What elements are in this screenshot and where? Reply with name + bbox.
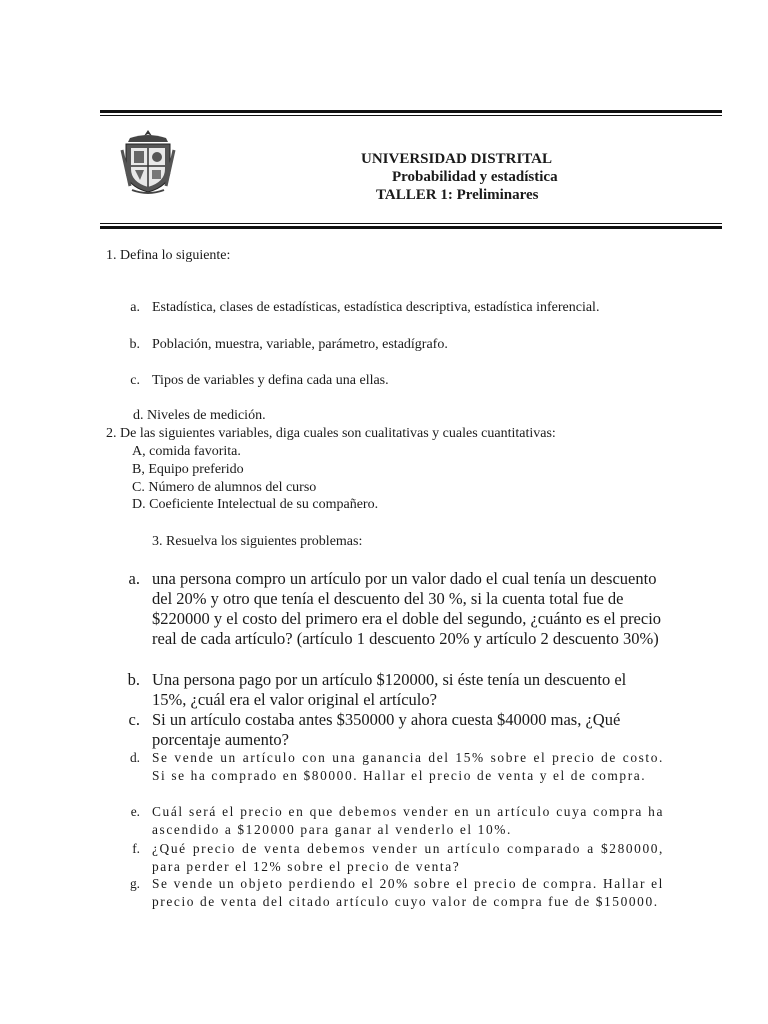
q3-item-a-text: una persona compro un artículo por un valor dado el cual tenía un descuento del 20% y otro que tenía el descuento del 30 %, si la cuenta total fue de $220000 y el costo del primero era el doble del segundo, ¿cuánto es el precio real de cada artículo? (artículo 1 descuento 20% y artículo 2 descuento 30%) <box>152 569 662 648</box>
workshop-title: TALLER 1: Preliminares <box>376 187 539 203</box>
q2-title: 2. De las siguientes variables, diga cuales son cualitativas y cuales cuantitativas: <box>106 426 556 441</box>
q1-item-a-marker: a. <box>130 300 140 315</box>
header-bottom-rule-thick <box>100 226 722 229</box>
q3-item-c-marker: c. <box>128 710 140 729</box>
q3-item-f-marker: f. <box>132 841 140 856</box>
q3-item-e-text: Cuál será el precio en que debemos vender en un artículo cuya compra ha ascendido a $120000 para ganar al venderlo el 10%. <box>152 804 664 837</box>
q2-item-d: D. Coeficiente Intelectual de su compañero. <box>132 497 379 512</box>
header-top-rule-thick <box>100 110 722 113</box>
q3-item-b-marker: b. <box>127 670 140 689</box>
q3-item-b-text: Una persona pago por un artículo $120000, si éste tenía un descuento el 15%, ¿cuál era el valor original el artículo? <box>152 670 627 709</box>
q1-item-d: d. Niveles de medición. <box>133 408 266 423</box>
q3-item-g-text: Se vende un objeto perdiendo el 20% sobre el precio de compra. Hallar el precio de venta del citado artículo cuyo valor de compra fue de $150000. <box>152 876 664 909</box>
q2-item-c: C. Número de alumnos del curso <box>132 480 317 495</box>
q3-item-f-text: ¿Qué precio de venta debemos vender un artículo comparado a $280000, para perder el 12% sobre el precio de venta? <box>152 841 664 874</box>
q3-item-d-marker: d. <box>129 750 140 765</box>
header-bottom-rule-thin <box>100 223 722 224</box>
q3-item-g-marker: g. <box>129 876 140 891</box>
q2-item-b: B, Equipo preferido <box>132 462 244 477</box>
q3-item-d-text: Se vende un artículo con una ganancia del 15% sobre el precio de costo. Si se ha comprado en $80000. Hallar el precio de venta y el de compra. <box>152 750 664 783</box>
q1-item-c-text: Tipos de variables y defina cada una ellas. <box>152 373 389 388</box>
q3-item-e-marker: e. <box>130 804 140 819</box>
q3-item-c-text: Si un artículo costaba antes $350000 y ahora cuesta $40000 mas, ¿Qué porcentaje aumento? <box>152 710 621 749</box>
q1-title: 1. Defina lo siguiente: <box>106 248 231 263</box>
q1-item-a-text: Estadística, clases de estadísticas, estadística descriptiva, estadística inferencial. <box>152 300 600 315</box>
university-name: UNIVERSIDAD DISTRITAL <box>361 151 553 167</box>
q3-item-a-marker: a. <box>128 569 140 588</box>
q1-item-c-marker: c. <box>130 373 140 388</box>
q1-item-b-marker: b. <box>129 337 140 352</box>
q2-item-a: A, comida favorita. <box>132 444 241 459</box>
q1-item-b-text: Población, muestra, variable, parámetro, estadígrafo. <box>152 337 448 352</box>
university-crest-icon <box>120 128 176 196</box>
course-name: Probabilidad y estadística <box>392 169 558 185</box>
header-top-rule-thin <box>100 115 722 116</box>
q3-title: 3. Resuelva los siguientes problemas: <box>152 534 363 549</box>
